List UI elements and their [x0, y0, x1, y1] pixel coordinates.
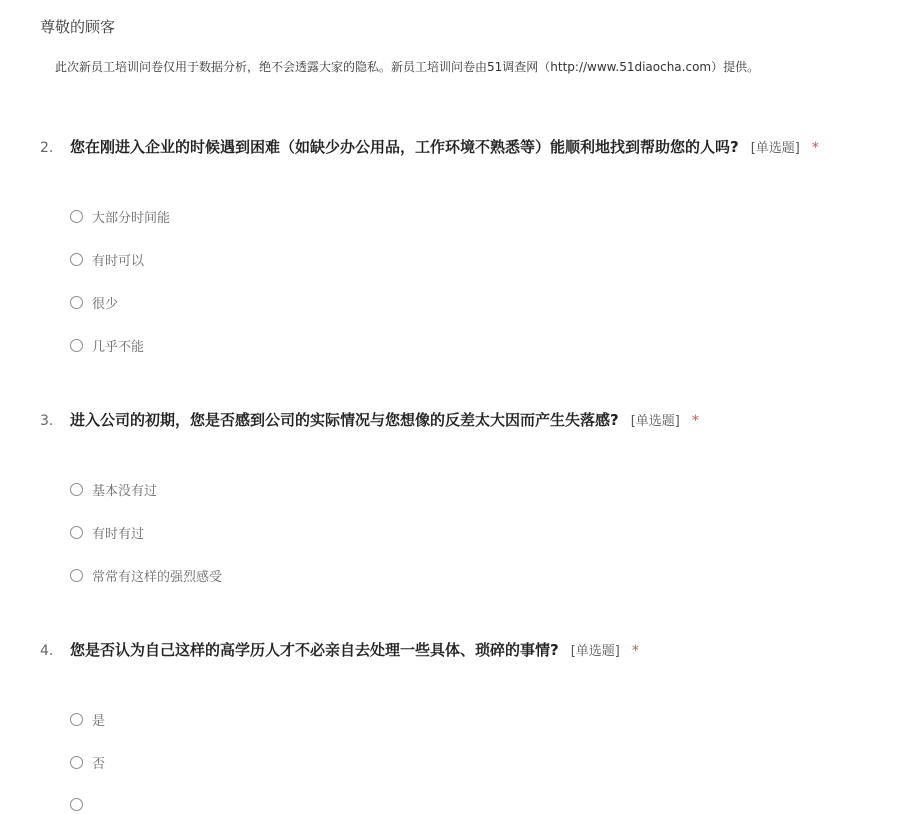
radio-icon[interactable] [70, 569, 83, 582]
option-q4-1[interactable] [70, 709, 105, 729]
option-label[interactable]: 基本没有过 [92, 483, 158, 499]
radio-icon[interactable] [70, 798, 83, 811]
survey-intro: 此次新员工培训问卷仅用于数据分析，绝不会透露大家的隐私。新员工培训问卷由51调查网（http://www.51diaocha.com）提供。 [55, 60, 760, 74]
option-label[interactable]: 有时可以 [92, 253, 145, 269]
option-label[interactable]: 大部分时间能 [92, 210, 171, 226]
option-label[interactable]: 很少 [92, 296, 119, 312]
radio-icon[interactable] [70, 210, 83, 223]
question-2 [40, 136, 880, 157]
option-q3-1[interactable] [70, 479, 157, 499]
radio-icon[interactable] [70, 253, 83, 266]
option-q4-2[interactable] [70, 752, 105, 772]
option-label[interactable]: 是 [92, 713, 106, 729]
required-marker: * [811, 140, 819, 156]
question-number: 4. [40, 643, 54, 659]
option-q2-1[interactable] [70, 206, 170, 226]
radio-icon[interactable] [70, 339, 83, 352]
option-label[interactable]: 几乎不能 [92, 339, 145, 355]
radio-icon[interactable] [70, 483, 83, 496]
question-type-badge: [单选题] [570, 644, 620, 659]
option-q2-4[interactable] [70, 335, 144, 355]
question-type-badge: [单选题] [750, 141, 800, 156]
option-q3-3[interactable] [70, 565, 222, 585]
option-label[interactable]: 有时有过 [92, 526, 145, 542]
question-title: 您是否认为自己这样的高学历人才不必亲自去处理一些具体、琐碎的事情? [70, 641, 559, 659]
question-number: 2. [40, 140, 54, 156]
option-q4-3-partial[interactable] [70, 794, 92, 814]
required-marker: * [691, 413, 699, 429]
option-q2-3[interactable] [70, 292, 118, 312]
question-3 [40, 409, 880, 430]
question-type-badge: [单选题] [630, 414, 680, 429]
survey-greeting: 尊敬的顾客 [40, 18, 116, 36]
radio-icon[interactable] [70, 526, 83, 539]
radio-icon[interactable] [70, 756, 83, 769]
radio-icon[interactable] [70, 713, 83, 726]
option-label[interactable]: 常常有这样的强烈感受 [92, 569, 223, 585]
required-marker: * [631, 643, 639, 659]
radio-icon[interactable] [70, 296, 83, 309]
question-title: 您在刚进入企业的时候遇到困难（如缺少办公用品，工作环境不熟悉等）能顺利地找到帮助您的人吗? [70, 138, 739, 156]
question-number: 3. [40, 413, 54, 429]
question-title: 进入公司的初期，您是否感到公司的实际情况与您想像的反差太大因而产生失落感? [70, 411, 619, 429]
option-label[interactable]: 否 [92, 756, 106, 772]
option-q2-2[interactable] [70, 249, 144, 269]
question-4 [40, 639, 880, 660]
option-q3-2[interactable] [70, 522, 144, 542]
